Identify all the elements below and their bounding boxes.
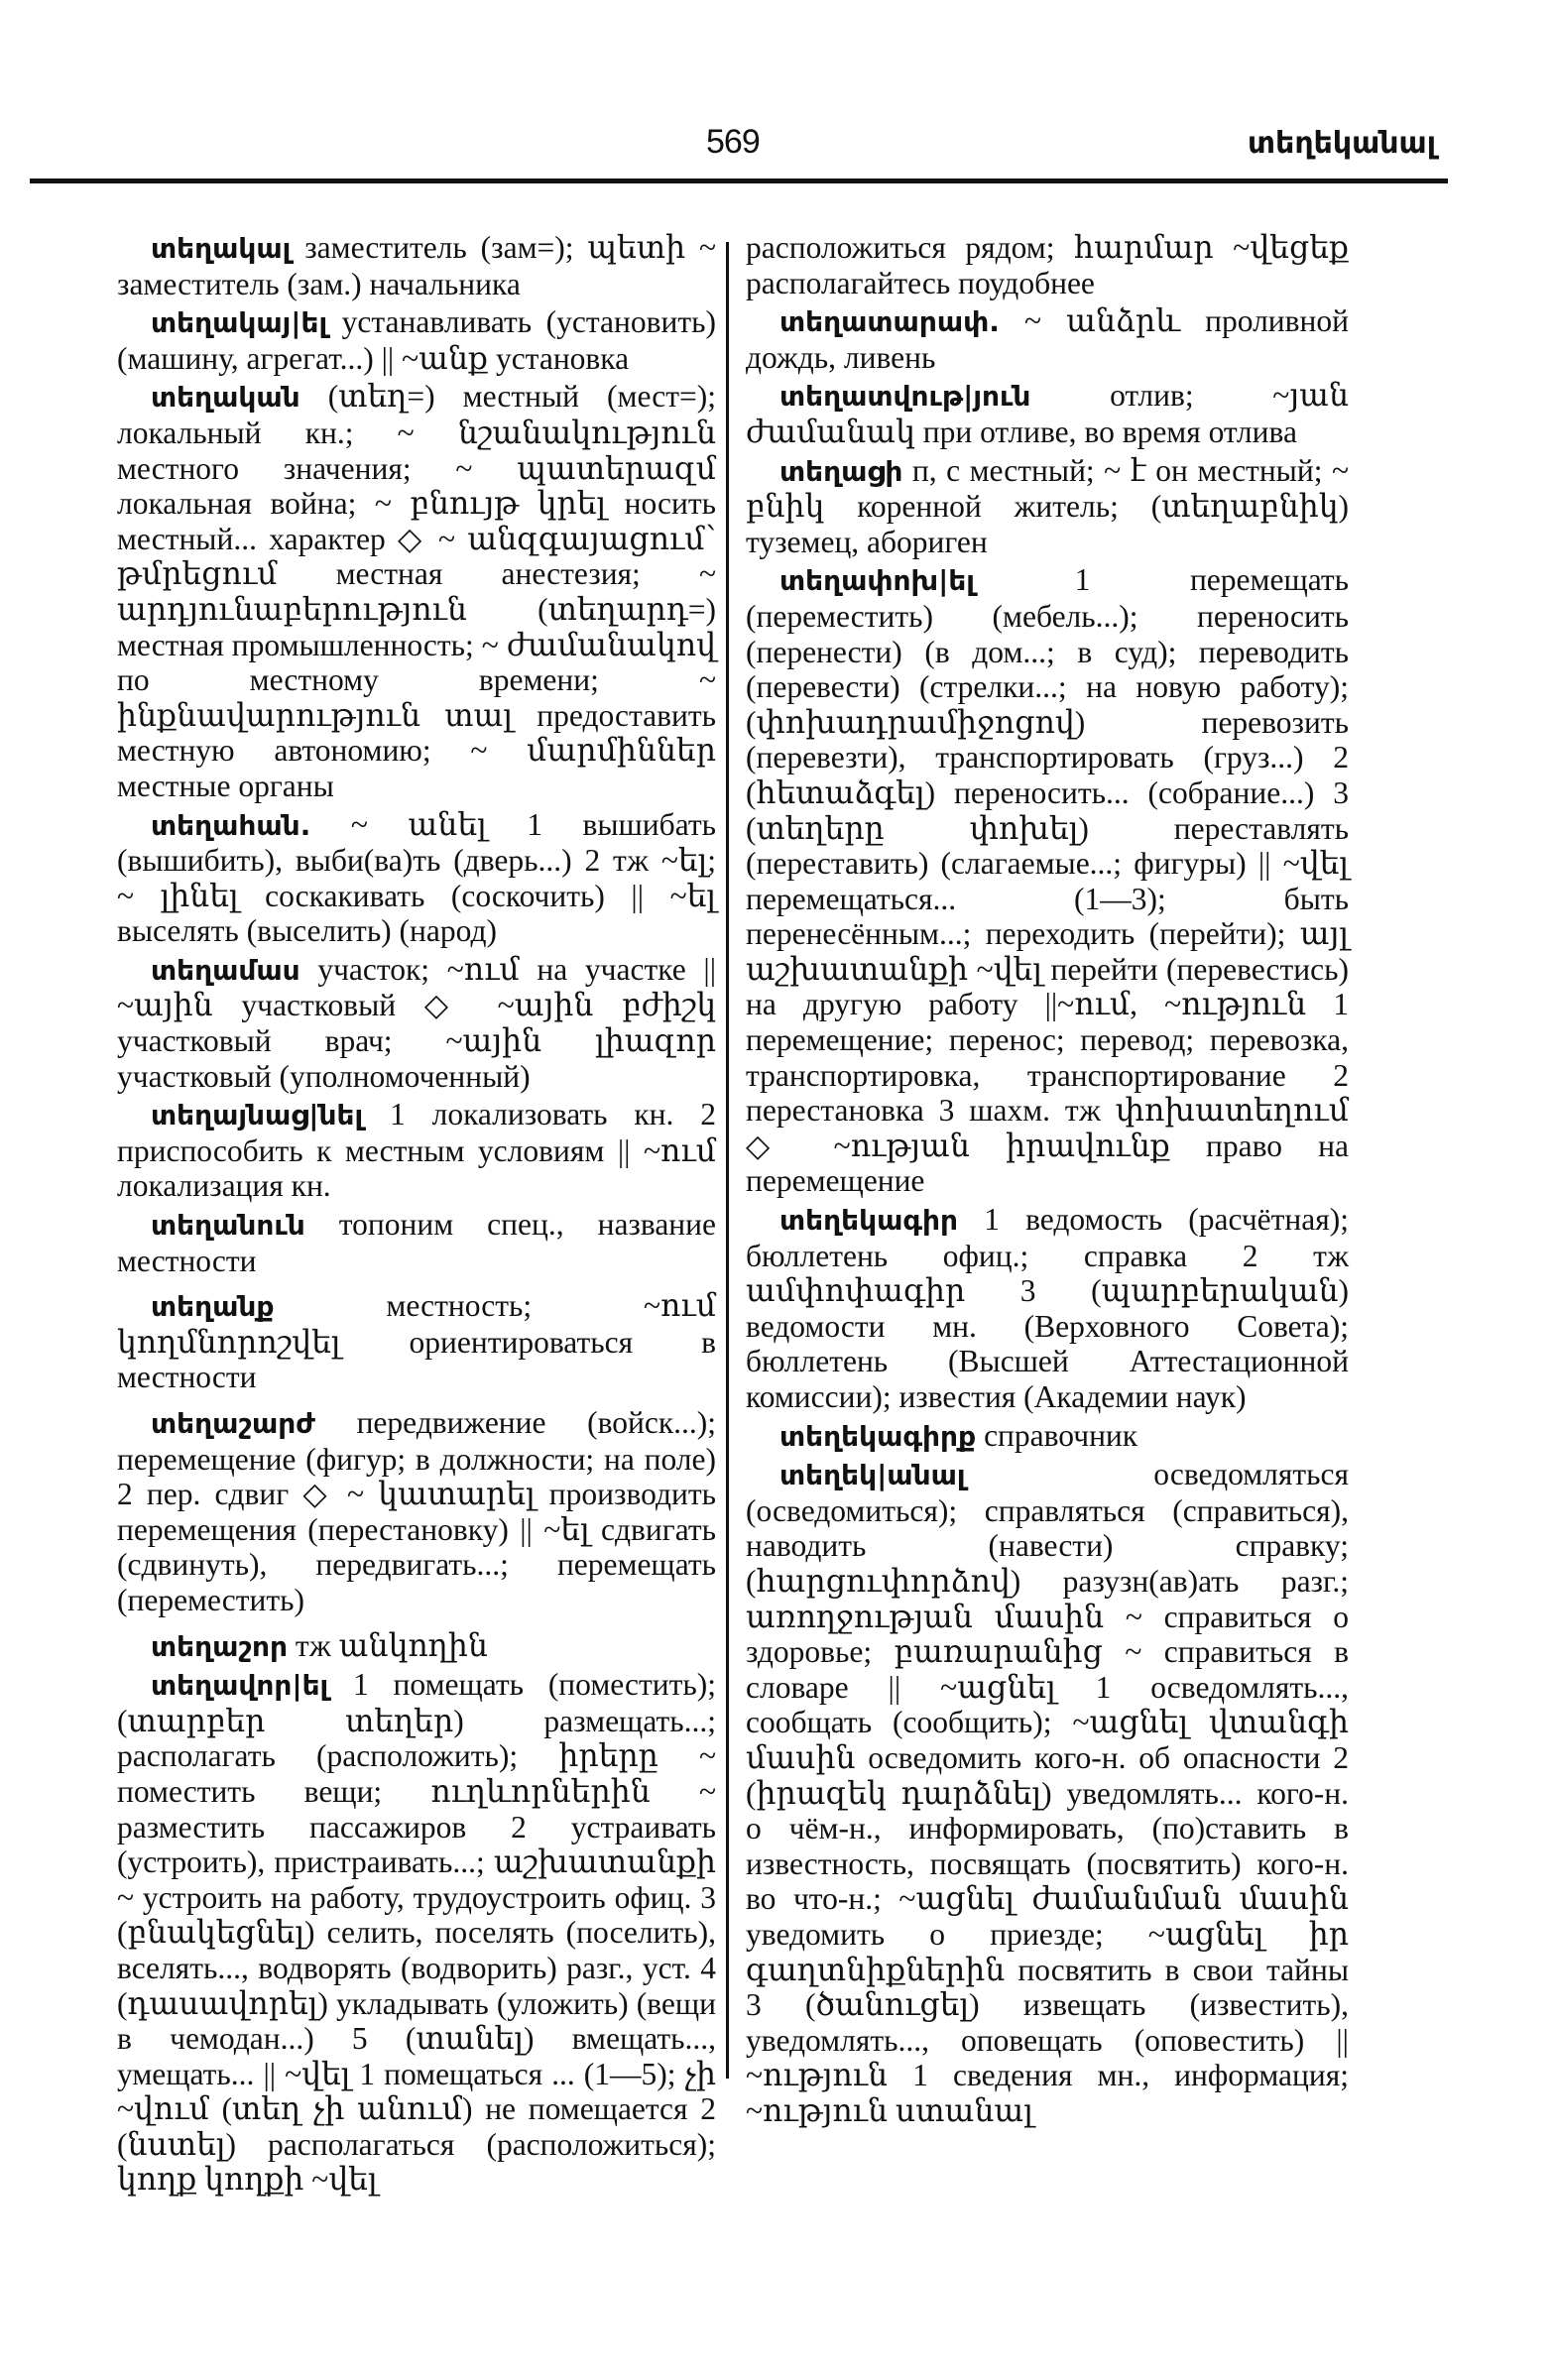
dictionary-entry: տեղակալ заместитель (зам=); պետի ~ заместитель (зам.) начальника — [117, 230, 716, 301]
column-divider — [726, 242, 729, 2079]
headword: տեղափոխ|ել — [779, 564, 975, 598]
left-column — [117, 230, 716, 2201]
headword: տեղատարափ. — [779, 305, 1000, 339]
headword: տեղահան. — [151, 808, 311, 842]
dictionary-entry: տեղահան. ~ անել 1 вышибать (вышибить), выби(ва)ть (дверь...) 2 тж ~ել; ~ լինել соскакивать (соскочить) || ~ել выселять (выселить) (народ) — [117, 806, 716, 949]
dictionary-entry: տեղատարափ. ~ անձրև проливной дождь, ливень — [746, 303, 1349, 375]
running-head: տեղեկանալ — [1248, 126, 1436, 161]
dictionary-entry: տեղավոր|ել 1 помещать (поместить); (տարբեր տեղեր) размещать...; располагать (расположить); իրերը ~ поместить вещи; ուղևորներին ~ разместить пассажиров 2 устраивать (устроить), пристраивать...; աշխատանքի ~ устроить на работу, трудоустроить офиц. 3 (բնակեցնել) селить, поселять (поселить), вселять..., водворять (водворить) разг., уст. 4 (դասավորել) укладывать (уложить) (вещи в чемодан...) 5 (տանել) вмещать..., умещать... || ~վել 1 помещаться ... (1—5); չի ~վում (տեղ չի անում) не помещается 2 (նստել) располагаться (расположиться); կողք կողքի ~վել — [117, 1667, 716, 2198]
headword: տեղացի — [779, 454, 903, 488]
headword: տեղեկագիր — [779, 1204, 959, 1238]
dictionary-entry-continued: расположиться рядом; հարմար ~վեցեք располагайтесь поудобнее — [746, 230, 1349, 300]
dictionary-entry: տեղայնաց|նել 1 локализовать кн. 2 приспособить к местным условиям || ~ում локализация кн. — [117, 1097, 716, 1204]
headword: տեղակայ|ել — [151, 306, 328, 340]
dictionary-entry: տեղամաս участок; ~ում на участке || ~ային участковый ◇ ~ային բժիշկ участковый врач; ~ային լիազոր участковый (уполномоченный) — [117, 951, 716, 1094]
headword: տեղակալ — [151, 232, 292, 265]
headword: տեղանուն — [151, 1209, 305, 1243]
dictionary-entry: տեղեկագիրք справочник — [779, 1417, 1138, 1453]
headword: տեղամաս — [151, 953, 300, 987]
dictionary-entry: տեղափոխ|ել 1 перемещать (переместить) (мебель...); переносить (перенести) (в дом...; в суд); переводить (перевести) (стрелки...; на новую работу); (փոխադրամիջոցով) перевозить (перевезти), транспортировать (груз...) 2 (հետաձգել) переносить... (собрание...) 3 (տեղերը փոխել) переставлять (переставить) (слагаемые...; фигуры) || ~վել перемещаться... (1—3); быть перенесённым...; переходить (перейти); այլ աշխատանքի ~վել перейти (перевестись) на другую работу ||~ում, ~ություն 1 перемещение; перенос; перевод; перевозка, транспортировка, транспортирование 2 перестановка 3 шахм. тж փոխատեղում ◇ ~ության իրավունք право на перемещение — [746, 562, 1349, 1199]
page-number: 569 — [706, 123, 760, 161]
dictionary-entry: տեղեկ|անալ осведомляться (осведомиться); справляться (справиться), наводить (навести) справку; (հարցուփորձով) разузн(ав)ать разг.; առողջության մասին ~ справиться о здоровье; բառարանից ~ справиться в словаре || ~ացնել 1 осведомлять..., сообщать (сообщить); ~ացնել վտանգի մասին осведомить кого-н. об опасности 2 (իրազեկ դարձնել) уведомлять... кого-н. о чём-н., информировать, (по)ставить в известность, посвящать (посвятить) кого-н. во что-н.; ~ացնել ժամանման մասին уведомить о приезде; ~ացնել իր գաղտնիքներին посвятить в свои тайны 3 (ծանուցել) извещать (известить), уведомлять..., оповещать (оповестить) || ~ություն 1 сведения мн., информация; ~ություն ստանալ — [746, 1457, 1349, 2128]
page-header — [0, 0, 1555, 198]
header-rule — [30, 178, 1448, 183]
headword: տեղավոր|ել — [151, 1669, 329, 1703]
dictionary-entry: տեղաշարժ передвижение (войск...); перемещение (фигур; в должности; на поле) 2 пер. сдвиг ◇ ~ կատարել производить перемещения (перестановку) || ~ել сдвигать (сдвинуть), передвигать...; перемещать (переместить) — [117, 1405, 716, 1617]
headword: տեղեկ|անալ — [779, 1459, 966, 1492]
headword: տեղաշոր — [151, 1629, 288, 1663]
headword: տեղանք — [151, 1290, 275, 1324]
dictionary-entry: տեղաշոր тж անկողին — [151, 1627, 488, 1663]
dictionary-entry: տեղացի п, с местный; ~ է он местный; ~ բնիկ коренной житель; (տեղաբնիկ) туземец, абориген — [746, 452, 1349, 559]
headword: տեղական — [151, 381, 300, 415]
dictionary-entry: տեղական (տեղ=) местный (мест=); локальный кн.; ~ նշանակություն местного значения; ~ պատերազմ локальная война; ~ բնույթ կրել носить местный... характер ◇ ~ անզգայացում՝ թմրեցում местная анестезия; ~ արդյունաբերություն (տեղարդ=) местная промышленность; ~ ժամանակով по местному времени; ~ ինքնավարություն տալ предоставить местную автономию; ~ մարմիններ местные органы — [117, 379, 716, 803]
right-column — [746, 230, 1349, 2131]
dictionary-entry: տեղանուն топоним спец., название местности — [117, 1207, 716, 1278]
dictionary-entry: տեղակայ|ել устанавливать (установить) (машину, агрегат...) || ~անք установка — [117, 304, 716, 376]
headword: տեղայնաց|նել — [151, 1099, 364, 1132]
dictionary-entry: տեղանք местность; ~ում կողմնորոշվել ориентироваться в местности — [117, 1288, 716, 1395]
headword: տեղատվութ|յուն — [779, 380, 1031, 414]
headword: տեղեկագիրք — [779, 1419, 977, 1453]
headword: տեղաշարժ — [151, 1407, 315, 1440]
dictionary-entry: տեղատվութ|յուն отлив; ~յան ժամանակ при отливе, во время отлива — [746, 378, 1349, 449]
dictionary-entry: տեղեկագիր 1 ведомость (расчётная); бюллетень офиц.; справка 2 тж ամփոփագիր 3 (պարբերական) ведомости мн. (Верховного Совета); бюллетень (Высшей Аттестационной комиссии); известия (Академии наук) — [746, 1202, 1349, 1414]
